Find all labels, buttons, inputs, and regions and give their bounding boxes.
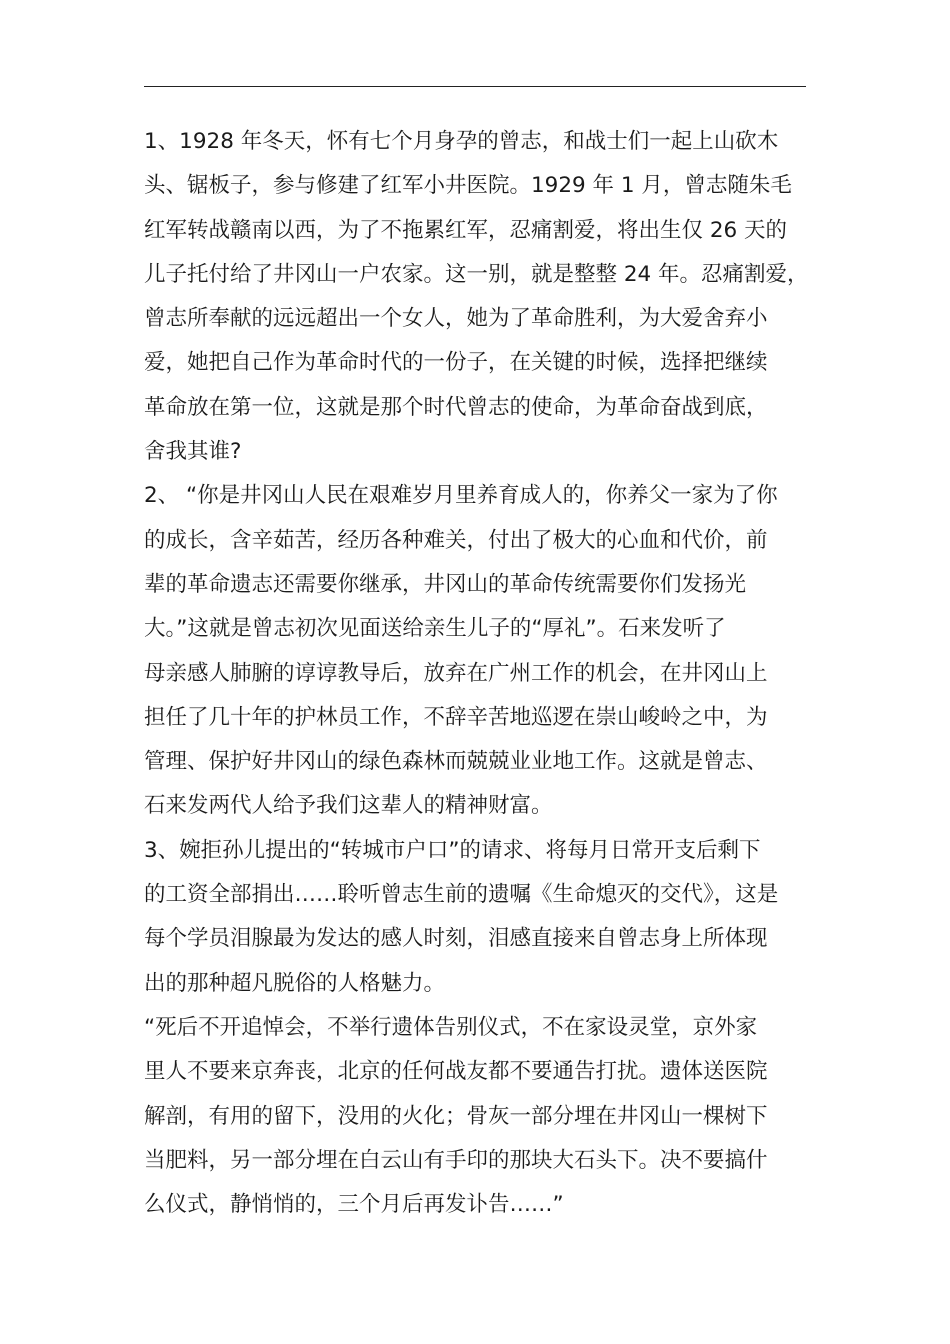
- text-line: 管理、保护好井冈山的绿色森林而兢兢业业地工作。这就是曾志、: [144, 749, 768, 775]
- text-line: 1、1928 年冬天，怀有七个月身孕的曾志，和战士们一起上山砍木: [144, 129, 779, 154]
- text-line: 么仪式，静悄悄的，三个月后再发讣告……”: [144, 1192, 564, 1218]
- text-line: “死后不开追悼会，不举行遗体告别仪式，不在家设灵堂，京外家: [144, 1014, 758, 1040]
- text-line: 头、锯板子，参与修建了红军小井医院。1929 年 1 月，曾志随朱毛: [144, 173, 792, 199]
- text-line: 革命放在第一位，这就是那个时代曾志的使命，为革命奋战到底，: [144, 394, 768, 420]
- text-line: 石来发两代人给予我们这辈人的精神财富。: [144, 793, 553, 819]
- text-line: 解剖，有用的留下，没用的火化；骨灰一部分埋在井冈山一棵树下: [144, 1103, 768, 1129]
- text-line: 出的那种超凡脱俗的人格魅力。: [144, 970, 446, 996]
- document-body: [144, 120, 816, 1227]
- text-line: 曾志所奉献的远远超出一个女人，她为了革命胜利，为大爱舍弃小: [144, 306, 768, 332]
- text-line: 当肥料，另一部分埋在白云山有手印的那块大石头下。决不要搞什: [144, 1147, 768, 1173]
- text-line: 3、婉拒孙儿提出的“转城市户口”的请求、将每月日常开支后剩下: [144, 837, 761, 863]
- text-line: 爱，她把自己作为革命时代的一份子，在关键的时候，选择把继续: [144, 350, 768, 376]
- header-rule: [144, 86, 806, 87]
- text-line: 的工资全部捐出……聆听曾志生前的遗嘱《生命熄灭的交代》，这是: [144, 882, 779, 908]
- text-line: 大。”这就是曾志初次见面送给亲生儿子的“厚礼”。石来发听了: [144, 616, 726, 642]
- text-line: 红军转战赣南以西，为了不拖累红军，忍痛割爱，将出生仅 26 天的: [144, 217, 788, 243]
- text-line: 儿子托付给了井冈山一户农家。这一别，就是整整 24 年。忍痛割爱，: [144, 261, 809, 287]
- text-line: 里人不要来京奔丧，北京的任何战友都不要通告打扰。遗体送医院: [144, 1059, 768, 1085]
- text-line: 2、 “你是井冈山人民在艰难岁月里养育成人的，你养父一家为了你: [144, 483, 778, 509]
- text-line: 母亲感人肺腑的谆谆教导后，放弃在广州工作的机会，在井冈山上: [144, 660, 768, 686]
- text-line: 每个学员泪腺最为发达的感人时刻，泪感直接来自曾志身上所体现: [144, 926, 768, 952]
- text-line: 舍我其谁?: [144, 439, 242, 465]
- text-line: 辈的革命遗志还需要你继承，井冈山的革命传统需要你们发扬光: [144, 571, 747, 597]
- text-line: 的成长，含辛茹苦，经历各种难关，付出了极大的心血和代价，前: [144, 527, 768, 553]
- text-line: 担任了几十年的护林员工作，不辞辛苦地巡逻在崇山峻岭之中，为: [144, 704, 768, 730]
